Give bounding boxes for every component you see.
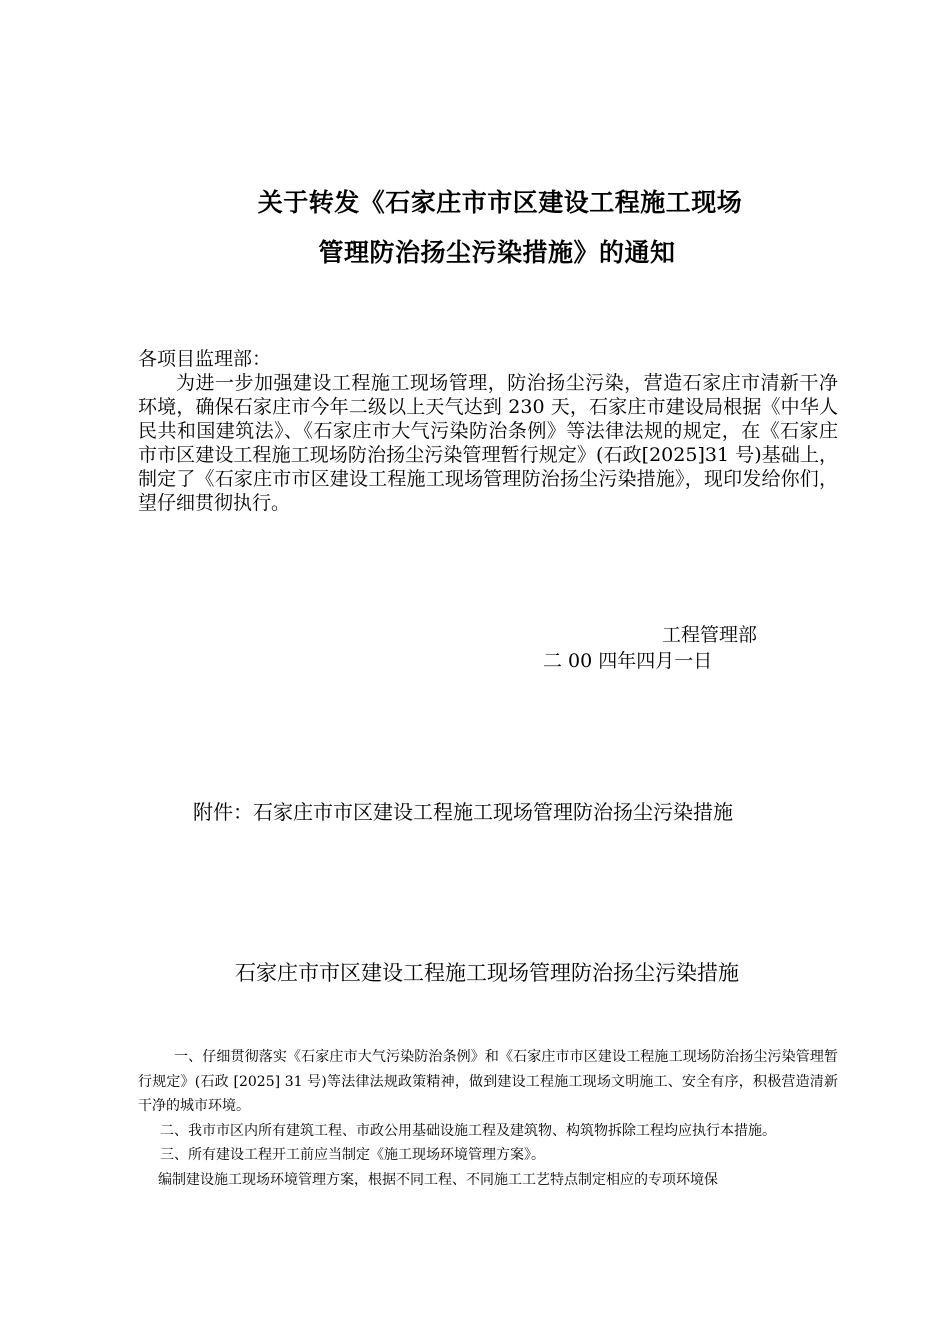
signature-department: 工程管理部 [662, 624, 758, 646]
measure-item: 二、我市市区内所有建筑工程、市政公用基础设施工程及建筑物、构筑物拆除工程均应执行本措施。 [160, 1122, 776, 1139]
greeting: 各项目监理部： [138, 348, 272, 370]
measure-item: 编制建设施工现场环境管理方案，根据不同工程、不同施工工艺特点制定相应的专项环境保 [158, 1171, 718, 1188]
notice-title-line-1: 关于转发《石家庄市市区建设工程施工现场 [257, 188, 743, 217]
attachment-line: 附件：石家庄市市区建设工程施工现场管理防治扬尘污染措施 [193, 800, 733, 824]
measures-list [138, 1045, 838, 1192]
notice-body-paragraph: 为进一步加强建设工程施工现场管理，防治扬尘污染，营造石家庄市清新干净环境，确保石家庄市今年二级以上天气达到 230 天，石家庄市建设局根据《中华人民共和国建筑法》、《石家庄市大气污染防治条例》等法律法规的规定，在《石家庄市市区建设工程施工现场防治扬尘污染管理暂行规定》(石政[2025]31 号)基础上，制定了《石家庄市市区建设工程施工现场管理防治扬尘污染措施》，现印发给你们，望仔细贯彻执行。 [138, 372, 838, 514]
measure-item: 三、所有建设工程开工前应当制定《施工现场环境管理方案》。 [160, 1147, 545, 1163]
notice-title-line-2: 管理防治扬尘污染措施》的通知 [318, 238, 676, 267]
signature-date: 二 00 四年四月一日 [543, 650, 713, 672]
attachment-title: 石家庄市市区建设工程施工现场管理防治扬尘污染措施 [235, 961, 739, 985]
measure-item: 一、仔细贯彻落实《石家庄市大气污染防治条例》和《石家庄市市区建设工程施工现场防治扬尘污染管理暂行规定》(石政 [2025] 31 号)等法律法规政策精神，做到建设工程施工现场文明施工、安全有序，积极营造清新干净的城市环境。 [138, 1049, 838, 1114]
